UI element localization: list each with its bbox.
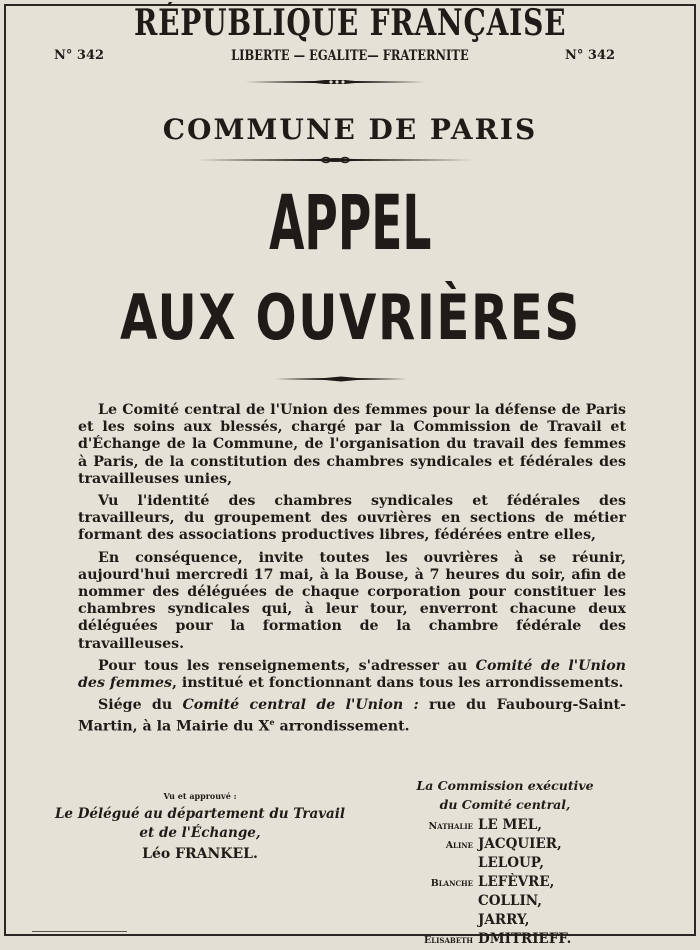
member-first-name: Blanche	[430, 878, 473, 889]
member-first-name: Aline	[445, 840, 473, 851]
delegate-role-line-1: Le Délégué au département du Travail	[54, 806, 346, 822]
commission-title-line-2: du Comité central,	[439, 797, 571, 812]
paragraph-5-text-a: Siége du	[98, 697, 183, 714]
headline-appel	[0, 178, 700, 267]
poster-number-left: N° 342	[54, 48, 105, 63]
paragraph-4	[78, 658, 626, 692]
headline-aux-ouvrieres	[0, 281, 700, 354]
paragraph-4-text-a: Pour tous les renseignements, s'adresser au	[98, 657, 476, 674]
delegate-name: Léo FRANKEL.	[142, 846, 258, 862]
paragraph-4-text-b: , institué et fonctionnant dans tous les arrondissements.	[172, 675, 624, 692]
approval-label: Vu et approuvé :	[163, 791, 237, 801]
member-last-name: LEFÈVRE,	[478, 874, 555, 890]
delegate-role-line-2: et de l'Échange,	[139, 825, 261, 841]
paragraph-5-emphasis: Comité central de l'Union :	[182, 697, 419, 714]
republic-title-text: RÉPUBLIQUE FRANÇAISE	[133, 2, 567, 44]
paragraph-2: Vu l'identité des chambres syndicales et fédérales des travailleurs, du groupement des ouvrières en sections de métier formant des associations productives libres, fédérées entre elles,	[78, 493, 626, 544]
member-last-name: JACQUIER,	[478, 836, 562, 852]
member-row	[395, 817, 615, 836]
motto-text: LIBERTE — EGALITE— FRATERNITE	[231, 48, 469, 64]
member-row	[395, 893, 615, 912]
republic-title	[0, 2, 700, 44]
signature-right	[395, 776, 615, 950]
paragraph-5-superscript: e	[269, 717, 275, 728]
poster-number-right: N° 342	[565, 48, 616, 63]
footer-printer-line	[32, 931, 127, 932]
commission-title-line-1: La Commission exécutive	[416, 778, 594, 793]
commune-heading	[0, 113, 700, 146]
headline-appel-text: APPEL	[268, 178, 432, 267]
member-last-name: LELOUP,	[478, 855, 544, 871]
commune-heading-text: COMMUNE DE PARIS	[162, 113, 538, 146]
member-row	[395, 836, 615, 855]
paragraph-5-text-b: rue du Faubourg-Saint-Martin, à la Mairie du X	[78, 697, 626, 736]
paragraph-5	[78, 697, 626, 736]
signature-left	[30, 791, 370, 862]
paragraph-3: En conséquence, invite toutes les ouvrières à se réunir, aujourd'hui mercredi 17 mai, à la Bouse, à 7 heures du soir, afin de nommer des déléguées de chaque corporation pour constituer les chambres syndicales qui, à leur tour, enverront chacune deux déléguées pour la formation de la chambre fédérale des travailleuses.	[78, 549, 626, 652]
member-first-name: Elisabeth	[424, 935, 473, 946]
body-text	[78, 402, 626, 741]
paragraph-1: Le Comité central de l'Union des femmes pour la défense de Paris et les soins aux blessés, chargé par la Commission de Travail et d'Échange de la Commune, de l'organisation du travail des femmes à Paris, de la constitution des chambres syndicales et fédérales des travailleuses unies,	[78, 402, 626, 487]
member-row	[395, 874, 615, 893]
member-last-name: JARRY,	[478, 912, 530, 928]
member-first-name: Nathalie	[428, 821, 473, 832]
member-row	[395, 855, 615, 874]
paragraph-4-emphasis: Comité de l'Union des femmes	[78, 657, 626, 692]
member-last-name: COLLIN,	[478, 893, 542, 909]
member-list	[395, 817, 615, 950]
member-last-name: DMITRIEFF.	[478, 931, 572, 947]
paragraph-5-text-c: arrondissement.	[274, 719, 410, 736]
member-last-name: LE MEL,	[478, 817, 542, 833]
headline-aux-ouvrieres-text: AUX OUVRIÈRES	[119, 281, 581, 354]
member-row	[395, 912, 615, 931]
